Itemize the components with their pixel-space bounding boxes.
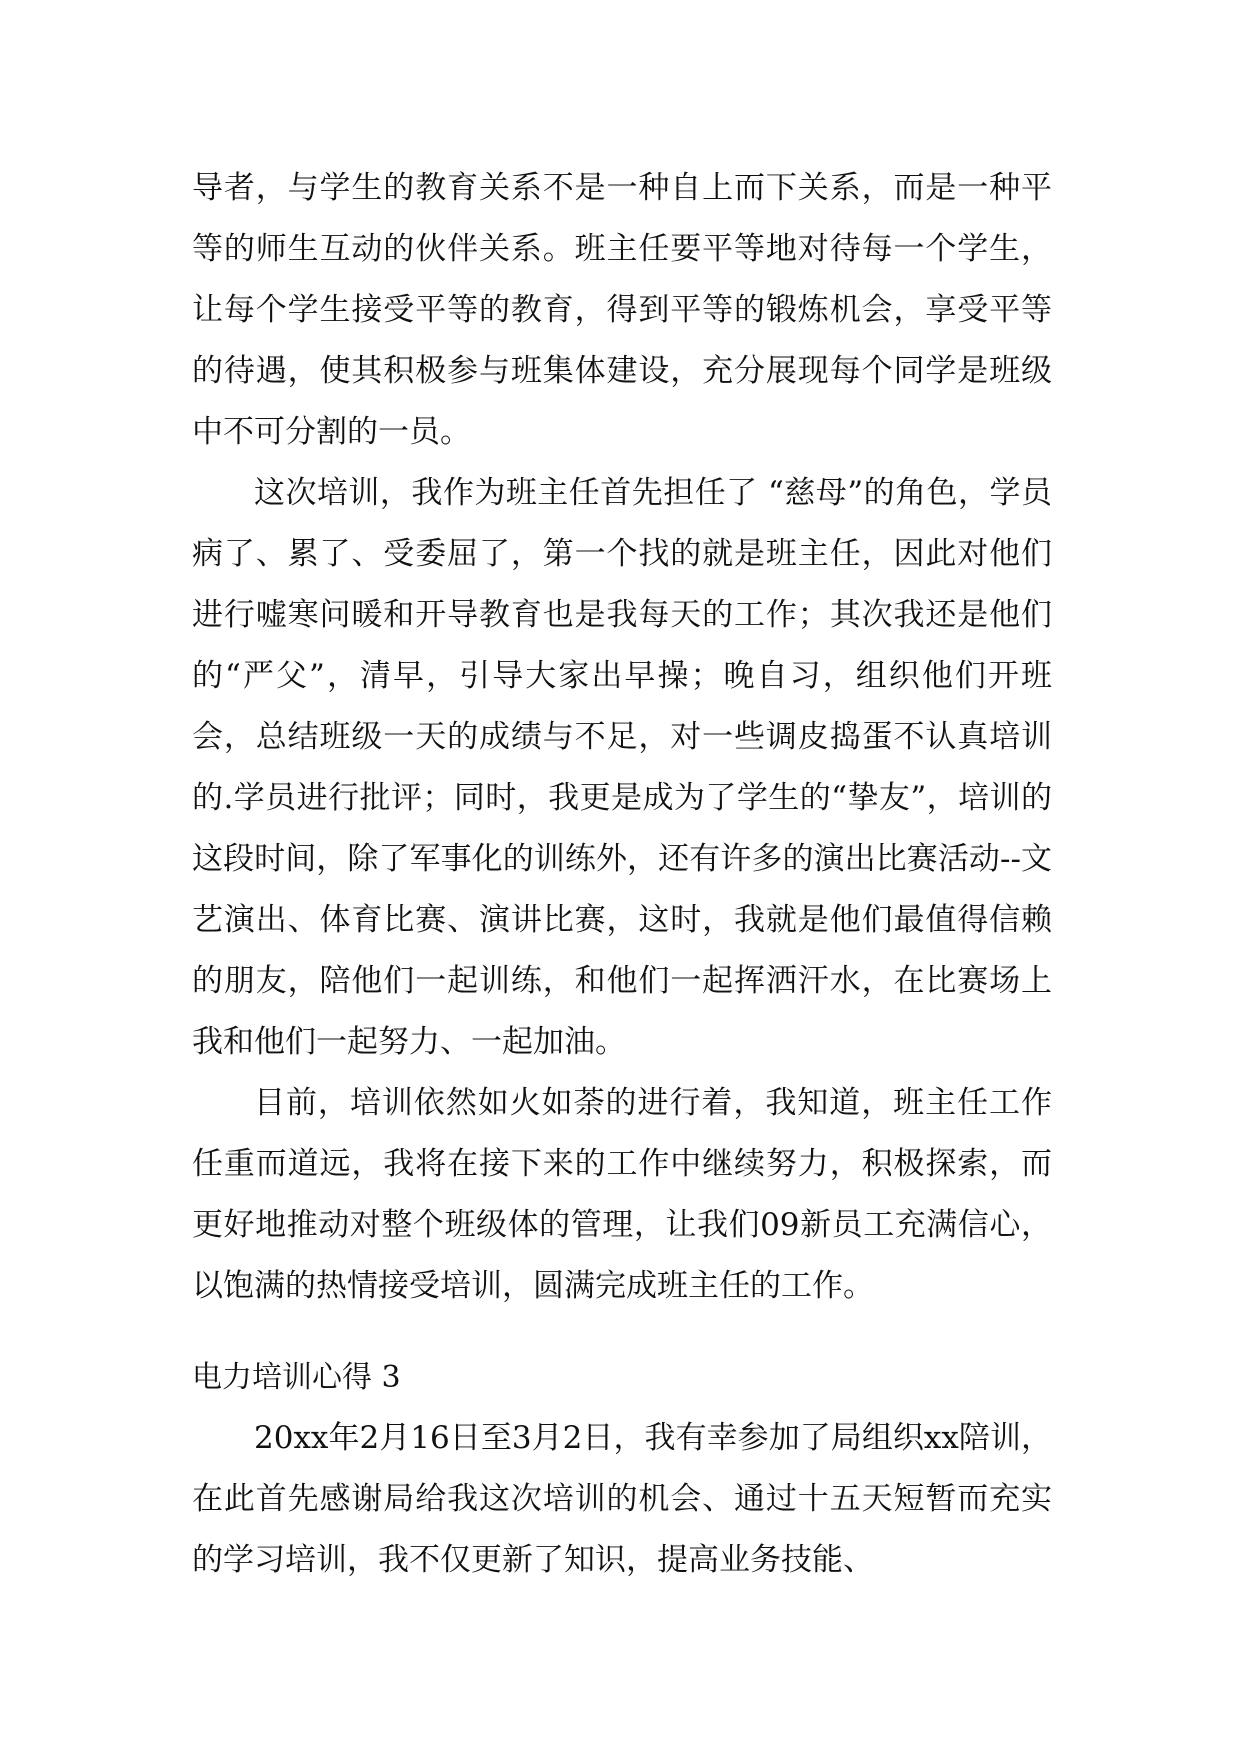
paragraph-2: 这次培训，我作为班主任首先担任了 “慈母”的角色，学员病了、累了、受委屈了，第一个找的就是班主任，因此对他们进行嘘寒问暖和开导教育也是我每天的工作；其次我还是他们的“严父”，清早，引导大家出早操；晚自习，组织他们开班会，总结班级一天的成绩与不足，对一些调皮捣蛋不认真培训的.学员进行批评；同时，我更是成为了学生的“挚友”，培训的这段时间，除了军事化的训练外，还有许多的演出比赛活动--文艺演出、体育比赛、演讲比赛，这时，我就是他们最值得信赖的朋友，陪他们一起训练，和他们一起挥洒汗水，在比赛场上我和他们一起努力、一起加油。: [192, 475, 1052, 1060]
document-page: [192, 158, 1052, 1591]
paragraph-3: 目前，培训依然如火如荼的进行着，我知道，班主任工作任重而道远，我将在接下来的工作中继续努力，积极探索，而更好地推动对整个班级体的管理，让我们09新员工充满信心，以饱满的热情接受培训，圆满完成班主任的工作。: [192, 1085, 1052, 1304]
section-heading: 电力培训心得 3: [192, 1360, 401, 1395]
paragraph-1: 导者，与学生的教育关系不是一种自上而下关系，而是一种平等的师生互动的伙伴关系。班主任要平等地对待每一个学生，让每个学生接受平等的教育，得到平等的锻炼机会，享受平等的待遇，使其积极参与班集体建设，充分展现每个同学是班级中不可分割的一员。: [192, 170, 1052, 450]
section-paragraph-1: 20xx年2月16日至3月2日，我有幸参加了局组织xx陪训，在此首先感谢局给我这次培训的机会、通过十五天短暂而充实的学习培训，我不仅更新了知识，提高业务技能、: [192, 1420, 1052, 1578]
